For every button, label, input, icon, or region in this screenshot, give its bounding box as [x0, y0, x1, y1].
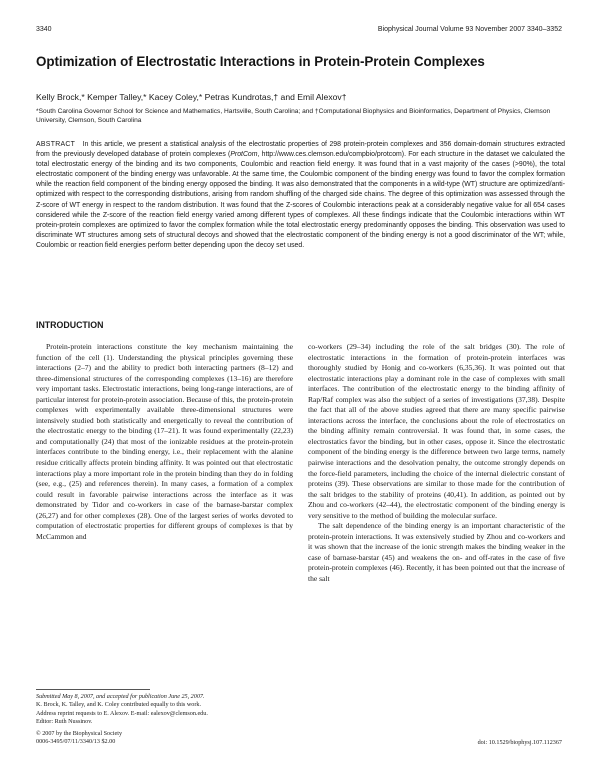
doi: doi: 10.1529/biophysj.107.112367 [477, 740, 562, 746]
issn-note: 0006-3495/07/11/3340/13 $2.00 [36, 739, 116, 746]
journal-info: Biophysical Journal Volume 93 November 2007 3340–3352 [377, 26, 562, 33]
author-list: Kelly Brock,* Kemper Talley,* Kacey Coley,* Petras Kundrotas,† and Emil Alexov† [36, 92, 347, 102]
article-title: Optimization of Electrostatic Interactions in Protein-Protein Complexes [36, 54, 485, 69]
body-paragraph: Protein-protein interactions constitute the key mechanism maintaining the function of the cell (1). Understanding the physical principles governing these interactions (2–7) and the ability to predict both interacting partners (8–12) and three-dimensional structures of the corresponding complexes (13–16) are therefore very important tasks. Electrostatic interactions, being long-range interactions, are of particular interest for protein-protein association. Because of this, the protein-protein complexes with experimentally available three-dimensional structures were intensively studied both statistically and energetically to reveal the contribution of the electrostatic energy to the binding (17–21). It was found experimentally (22,23) and computationally (24) that most of the ionizable residues at the protein-protein interfaces contribute to the binding energy, i.e., their replacement with the alanine residue critically affects protein binding affinity. It was pointed out that electrostatic interactions play a more important role in the protein binding than they do in folding (see, e.g., (25) and references therein). In many cases, a formation of a complex could result in favorable pairwise interactions across the interface as it was demonstrated by Tidor and co-workers in case of the barnase-barstar complex (26,27) and for other complexes (28). One of the largest series of works devoted to computation of electrostatic properties for different groups of complexes is that by McCammon and [36, 342, 293, 541]
abstract-text-2: , http://www.ces.clemson.edu/compbio/protcom). For each structure in the dataset we calculated the total electrostatic energy of the binding and its two components, Coulombic and reaction field energy. It was found that in a vast majority of the cases (>90%), the total electrostatic component of the binding energy was unfavorable. At the same time, the Coulombic component of the binding energy was found to favor the complex formation while the reaction field component of the binding energy opposed the binding. It was also demonstrated that the components in a wild-type (WT) structure are optimized/anti-optimized with respect to the corresponding distributions, arising from random shuffling of the charged side chains. The degree of this optimization was assessed through the Z-score of WT energy in respect to the random distribution. It was found that the Z-scores of Coulombic interactions peak at a considerably negative value for all 654 cases considered while the Z-score of the reaction field energy varied among different types of complexes. All these findings indicate that the Coulombic interactions within WT protein-protein complexes are optimized to favor the complex formation while the total electrostatic energy predominantly opposes the binding. This observation was used to discriminate WT structures among sets of structural decoys and showed that the electrostatic component of the binding energy is not a good discriminator of the WT; while, Coulombic or reaction field energies perform better depending upon the decoy set used. [36, 151, 565, 249]
submission-dates: Submitted May 8, 2007, and accepted for publication June 25, 2007. [36, 694, 205, 700]
body-paragraph: The salt dependence of the binding energy is an important characteristic of the protein-protein interactions. It was extensively studied by Zhou and co-workers and it was shown that the increase of the ionic strength makes the binding weaker in the case of barnase-barstar (45) and weakens the on- and off-rates in the case of five protein-protein complexes (46). Recently, it has been pointed out that the increase of the salt [308, 521, 565, 584]
abstract-italic-term: ProtCom [230, 151, 258, 159]
footnote-divider [36, 689, 150, 690]
abstract [36, 140, 565, 251]
body-column-left [36, 342, 293, 542]
address-note: Address reprint requests to E. Alexov. E-mail: ealexov@clemson.edu. [36, 710, 208, 717]
section-heading: INTRODUCTION [36, 320, 104, 330]
body-column-right [308, 342, 565, 585]
footnotes [36, 693, 293, 747]
abstract-text-1: In this article, we present a statistical analysis of the electrostatic properties of 298 protein-protein complexes and 356 domain-domain structures extracted from the previously developed database of protein complexes ( [36, 141, 565, 159]
affiliations: *South Carolina Governor School for Science and Mathematics, Hartsville, South Carolina; and †Computational Biophysics and Bioinformatics, Department of Physics, Clemson University, Clemson, South Carolina [36, 108, 551, 124]
abstract-label: ABSTRACT [36, 141, 76, 148]
copyright-note: © 2007 by the Biophysical Society [36, 731, 123, 738]
equal-contribution-note: K. Brock, K. Talley, and K. Coley contributed equally to this work. [36, 702, 201, 709]
body-paragraph: co-workers (29–34) including the role of the salt bridges (30). The role of electrostatic interactions in the formation of protein-protein interfaces was thoroughly studied by Honig and co-workers (6,35,36). It was pointed out that electrostatic interactions play a dominant role in the case of complexes with small interfaces. The contribution of the electrostatic energy to the binding affinity of Rap/Raf complex was also the subject of a series of investigations (37,38). Despite the fact that all of the above studies agreed that there are many specific pairwise interactions across the interface, the conclusions about the role of electrostatics on the binding affinity remain controversial. It was found that, in some cases, the electrostatics favor the binding, but in other cases, oppose it. Since the electrostatic component of the binding energy is the difference between two large terms, namely pairwise interactions and the desolvation penalty, the outcome strongly depends on the force-field parameters, including the choice of the internal dielectric constant of proteins (39). These observations are similar to those made for the contribution of the salt bridges to the stability of proteins (40,41). In addition, as pointed out by Zhou and co-workers (42–44), the electrostatic component of the binding energy is very sensitive to the method of building the molecular surface. [308, 342, 565, 520]
editor-note: Editor: Ruth Nussinov. [36, 718, 93, 725]
page-number: 3340 [36, 26, 52, 33]
